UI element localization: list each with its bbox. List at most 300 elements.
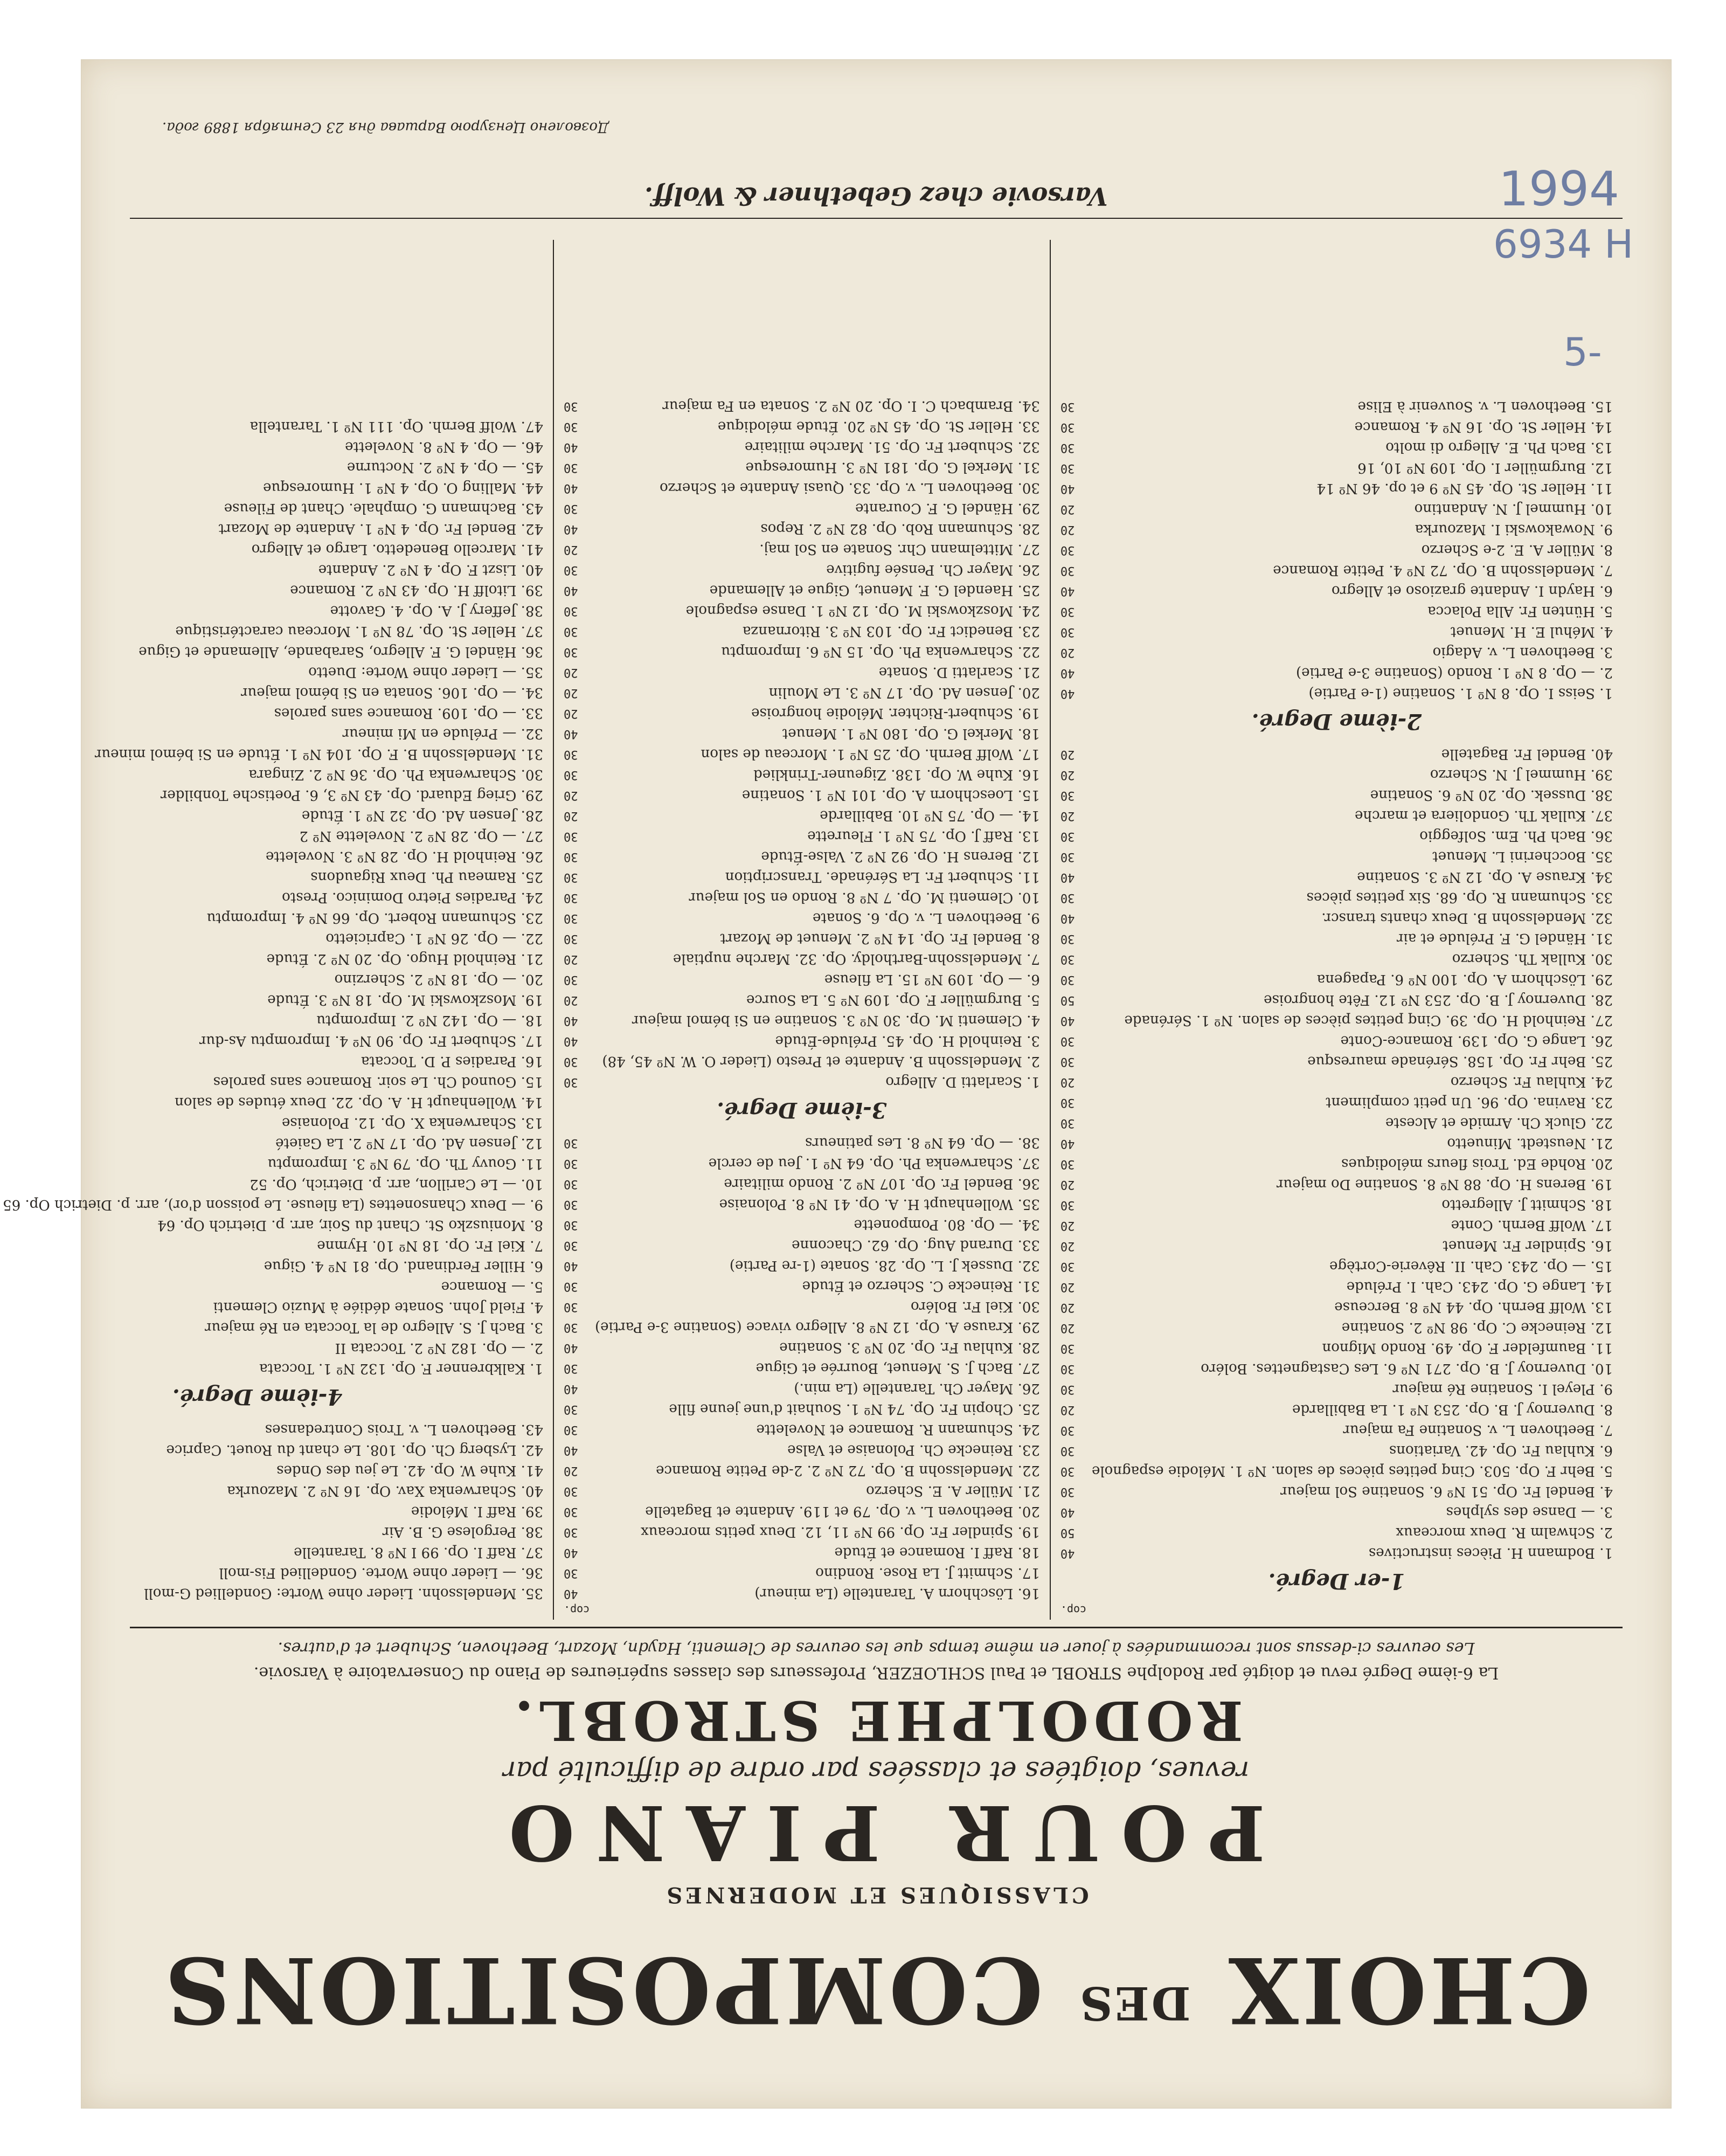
- entry-price: 20: [564, 1464, 578, 1477]
- catalogue-entry: [1060, 1522, 1613, 1543]
- catalogue-entry: [0, 908, 543, 928]
- catalogue-entry: [564, 1378, 1040, 1399]
- entry-title: 9. Pleyel I. Sonatine Ré majeur: [1392, 1381, 1613, 1397]
- entry-price: 30: [1060, 400, 1075, 413]
- catalogue-entry: [0, 1112, 543, 1133]
- entry-title: 43. Bachmann G. Omphale. Chant de Fileuse: [224, 500, 544, 516]
- entry-title: 16. Kuhe W. Op. 138. Zigeuner-Trinklied: [753, 766, 1040, 783]
- entry-title: 7. Mendelssohn B. Op. 72 Nº 4. Petite Romance: [1273, 562, 1613, 578]
- entry-price: 40: [564, 584, 578, 597]
- catalogue-entry: [564, 887, 1040, 908]
- catalogue-entry: [564, 1194, 1040, 1214]
- catalogue-entry: [0, 1297, 543, 1317]
- entry-price: 30: [1060, 1342, 1075, 1355]
- catalogue-entry: [0, 1317, 543, 1338]
- catalogue-entry: [1060, 867, 1613, 887]
- entry-title: 32. Schubert Fr. Op. 51. Marche militaire: [744, 439, 1040, 455]
- catalogue-entry: [564, 662, 1040, 682]
- entry-title: 31. Reinecke C. Scherzo et Étude: [802, 1278, 1040, 1294]
- catalogue-entry: [1060, 990, 1613, 1010]
- catalogue-entry: [1060, 1399, 1613, 1420]
- entry-title: 29. Löschhorn A. Op. 100 Nº 6. Papagena: [1316, 971, 1613, 987]
- catalogue-entry: [1060, 1420, 1613, 1440]
- catalogue-entry: [564, 826, 1040, 846]
- entry-title: 12. Reinecke C. Op. 98 Nº 2. Sonatine: [1341, 1319, 1613, 1336]
- catalogue-entry: [564, 1173, 1040, 1194]
- catalogue-entry: [564, 1051, 1040, 1072]
- revues-line: revues, doigtées et classées par ordre de difficulté par: [503, 1756, 1250, 1787]
- catalogue-entry: [564, 1358, 1040, 1378]
- catalogue-entry: [564, 1460, 1040, 1481]
- entry-title: 35. — Lieder ohne Worte: Duetto: [308, 664, 544, 680]
- catalogue-entry: [564, 1010, 1040, 1031]
- title: CHOIX $^{DES}$ COMPOSITIONS: [162, 1937, 1591, 2043]
- entry-title: 19. Berens H. Op. 88 Nº 8. Sonatine Do majeur: [1276, 1176, 1613, 1192]
- catalogue-entry: [0, 867, 543, 887]
- catalogue-entry: [1060, 581, 1613, 601]
- entry-title: 4. Field John. Sonate dédiée à Muzio Clementi: [213, 1299, 544, 1315]
- entry-title: 27. Reinhold H. Op. 39. Cinq petites pièces de salon. Nº 1. Sérénade: [1124, 1012, 1613, 1028]
- entry-title: 38. Pergolese G. B. Air: [382, 1524, 544, 1540]
- entry-price: 30: [564, 911, 578, 925]
- cop-label: [0, 1604, 543, 1616]
- catalogue-entry: [1060, 826, 1613, 846]
- entry-title: 22. Gluck Ch. Armide et Alceste: [1385, 1115, 1613, 1131]
- entry-title: 15. — Op. 243. Cah. II. Rêverie-Cortège: [1329, 1258, 1613, 1274]
- entry-title: 1. Bodmann H. Pièces instructives: [1368, 1545, 1613, 1561]
- entry-title: 22. Mendelssohn B. Op. 72 Nº 2. 2-de Petite Romance: [656, 1462, 1040, 1478]
- catalogue-entry: [564, 969, 1040, 990]
- entry-price: 40: [1060, 870, 1075, 884]
- entry-price: 20: [1060, 768, 1075, 782]
- entry-title: 28. Duvernoy J. B. Op. 253 Nº 12. Fête hongroise: [1264, 992, 1613, 1008]
- entry-price: 20: [1060, 1301, 1075, 1314]
- catalogue-entry: [1060, 949, 1613, 969]
- catalogue-entry: [564, 478, 1040, 498]
- entry-title: 30. Kullak Th. Scherzo: [1452, 951, 1613, 967]
- entry-title: 32. — Prélude en Mi mineur: [342, 725, 544, 742]
- catalogue-entry: [1060, 519, 1613, 540]
- catalogue-entry: [0, 1031, 543, 1051]
- section-degree-2: 2-ième Degré.: [1251, 709, 1422, 734]
- catalogue-entry: [0, 600, 543, 621]
- catalogue-entry: [0, 744, 543, 764]
- entry-price: 20: [564, 666, 578, 679]
- entry-title: 36. Bach Ph. Em. Solfeggio: [1419, 828, 1613, 844]
- entry-title: 39. Raff I. Mélodie: [411, 1503, 544, 1519]
- catalogue-entry: [564, 1132, 1040, 1153]
- footer-rule: [130, 218, 1623, 219]
- catalogue-entry: [0, 539, 543, 559]
- catalogue-entry: [0, 949, 543, 969]
- entry-price: 30: [564, 645, 578, 659]
- catalogue-entry: [1060, 1276, 1613, 1297]
- entry-title: 24. Kuhlau Fr. Scherzo: [1450, 1074, 1613, 1090]
- catalogue-entry: [1060, 1092, 1613, 1112]
- entry-title: 15. Gounod Ch. Le soir. Romance sans paroles: [213, 1074, 544, 1090]
- catalogue-entry: [0, 1010, 543, 1031]
- catalogue-entry: [1060, 1174, 1613, 1194]
- entry-price: 40: [564, 1259, 578, 1273]
- entry-title: 2. — Op. 182 Nº 2. Toccata II: [335, 1340, 544, 1356]
- catalogue-entry: [564, 1153, 1040, 1173]
- entry-title: 9. Nowakowski I. Mazourka: [1415, 521, 1613, 537]
- catalogue-entry: [1060, 683, 1613, 703]
- catalogue-entry: [0, 1256, 543, 1276]
- catalogue-entry: [564, 867, 1040, 887]
- catalogue-entry: [0, 478, 543, 498]
- entry-price: 30: [564, 1321, 578, 1334]
- catalogue-entry: [0, 457, 543, 478]
- entry-price: 40: [564, 1034, 578, 1048]
- entry-price: 40: [1060, 687, 1075, 700]
- entry-price: 30: [564, 1136, 578, 1150]
- entry-price: 30: [1060, 625, 1075, 639]
- entry-price: 30: [564, 563, 578, 577]
- entry-price: 30: [564, 1402, 578, 1416]
- entry-title: 32. Mendelssohn B. Deux chants transcr.: [1321, 910, 1613, 926]
- entry-title: 33. Durand Aug. Op. 62. Chaconne: [792, 1237, 1040, 1253]
- entry-price: 30: [1060, 543, 1075, 557]
- catalogue-entry: [564, 1542, 1040, 1563]
- entry-title: 33. Schumann R. Op. 68. Six petites pièces: [1306, 889, 1613, 906]
- entry-title: 36. Händel G. F. Allegro, Sarabande, Allemande et Gigue: [138, 644, 544, 660]
- catalogue-entry: [1060, 1072, 1613, 1092]
- entry-title: 47. Wolff Bernh. Op. 111 Nº 1. Tarantella: [249, 418, 544, 434]
- entry-price: 20: [1060, 1219, 1075, 1232]
- catalogue-entry: [1060, 1317, 1613, 1338]
- entry-title: 21. Scarlatti D. Sonate: [878, 664, 1040, 680]
- catalogue-entry: [1060, 396, 1613, 417]
- catalogue-entry: [0, 1419, 543, 1440]
- catalogue-entry: [0, 437, 543, 457]
- catalogue-entry: [0, 826, 543, 846]
- catalogue-entry: [1060, 969, 1613, 990]
- entry-price: 20: [564, 543, 578, 556]
- entry-price: 30: [1060, 564, 1075, 577]
- entry-price: 30: [564, 850, 578, 863]
- section-degree-4: 4-ième Degré.: [172, 1384, 343, 1409]
- catalogue-entry: [1060, 1194, 1613, 1215]
- catalogue-entry: [0, 1440, 543, 1460]
- upside-down-page: [3, 60, 1671, 2108]
- catalogue-entry: [564, 1419, 1040, 1440]
- entry-title: 7. Beethoven L. v. Sonatine Fa majeur: [1343, 1422, 1613, 1438]
- entry-title: 27. Bach J. S. Menuet, Bourrée et Gigue: [755, 1360, 1040, 1376]
- entry-title: 37. Kullak Th. Gondoliera et marche: [1354, 807, 1613, 824]
- entry-price: 30: [1060, 441, 1075, 454]
- entry-title: 5. Behr F. Op. 503. Cinq petites pièces de salon. Nº 1. Mélodie espagnole: [1091, 1463, 1613, 1479]
- entry-title: 22. Scharwenka Ph. Op. 15 Nº 6. Impromptu: [721, 644, 1040, 660]
- catalogue-entry: [0, 1563, 543, 1583]
- entry-title: 1. Kalkbrenner F. Op. 132 Nº 1. Toccata: [259, 1360, 544, 1377]
- catalogue-entry: [564, 1276, 1040, 1296]
- column-2: [554, 240, 1051, 1620]
- catalogue-entry: [1060, 887, 1613, 908]
- entry-title: 20. Jensen Ad. Op. 17 Nº 3. Le Moulin: [768, 685, 1040, 701]
- entry-title: 30. Beethoven L. v. Op. 33. Quasi Andante et Scherzo: [660, 480, 1040, 496]
- list-degree-3-b: [0, 1419, 543, 1604]
- entry-price: 30: [564, 625, 578, 638]
- entry-price: 30: [1060, 1260, 1075, 1273]
- catalogue-entry: [1060, 1440, 1613, 1461]
- entry-price: 30: [564, 420, 578, 433]
- catalogue-entry: [564, 764, 1040, 785]
- catalogue-entry: [0, 1522, 543, 1542]
- catalogue-entry: [0, 519, 543, 539]
- entry-price: 30: [1060, 1464, 1075, 1478]
- entry-title: 23. Benedict Fr. Op. 103 Nº 3. Ritornanza: [743, 623, 1040, 639]
- entry-title: 38. Jeffery J. A. Op. 4. Gavotte: [330, 603, 544, 619]
- entry-price: 30: [564, 1075, 578, 1089]
- entry-title: 11. Schubert Fr. La Sérénade. Transcription: [725, 869, 1040, 885]
- entry-price: 40: [1060, 911, 1075, 925]
- censor-stamp-text: Дозволено Цензурою Варшава дня 23 Сентября 1889 года.: [162, 119, 609, 135]
- catalogue-entry: [0, 682, 543, 703]
- entry-price: 30: [1060, 1198, 1075, 1212]
- entry-title: 8. Bendel Fr. Op. 14 Nº 2. Menuet de Mozart: [720, 930, 1040, 946]
- catalogue-entry: [0, 416, 543, 437]
- entry-title: 36. — Lieder ohne Worte. Gondellied Fis-moll: [219, 1565, 544, 1581]
- catalogue-entry: [1060, 805, 1613, 826]
- entry-title: 32. Dussek J. L. Op. 28. Sonate (1-re Partie): [729, 1257, 1040, 1274]
- catalogue-entry: [1060, 1379, 1613, 1399]
- catalogue-entry: [1060, 744, 1613, 764]
- entry-title: 28. Kuhlau Fr. Op. 20 Nº 3. Sonatine: [779, 1339, 1040, 1356]
- catalogue-entry: [0, 1174, 543, 1194]
- catalogue-entry: [564, 1235, 1040, 1255]
- entry-price: 30: [564, 891, 578, 904]
- entry-price: 30: [564, 1177, 578, 1191]
- entry-price: 20: [1060, 1178, 1075, 1191]
- entry-title: 11. Heller St. Op. 45 Nº 9 et op. 46 Nº 14: [1316, 480, 1613, 496]
- entry-price: 40: [564, 1014, 578, 1027]
- entry-title: 21. Reinhold Hugo. Op. 20 Nº 2. Étude: [266, 951, 544, 967]
- archive-pencil-mark: 6934 Н: [1493, 222, 1634, 267]
- header-rule: [130, 1627, 1623, 1628]
- entry-price: 20: [1060, 1075, 1075, 1089]
- entry-title: 13. Raff J. Op. 75 Nº 1. Fleurette: [807, 828, 1040, 844]
- catalogue-entry: [1060, 540, 1613, 560]
- entry-price: 30: [1060, 1444, 1075, 1457]
- catalogue-entry: [564, 1399, 1040, 1419]
- entry-title: 40. Liszt F. Op. 4 Nº 2. Andante: [318, 562, 544, 578]
- entry-title: 26. Reinhold H. Op. 28 Nº 3. Novelette: [265, 848, 544, 865]
- entry-title: 16. Löschhorn A. Tarantelle (La mineur): [754, 1585, 1040, 1601]
- entry-title: 38. Dussek. Op. 20 Nº 6. Sonatine: [1370, 787, 1613, 803]
- entry-title: 14. — Op. 75 Nº 10. Babillarde: [820, 807, 1040, 824]
- catalogue-entry: [0, 559, 543, 580]
- entry-price: 30: [1060, 952, 1075, 966]
- catalogue-entry: [1060, 1051, 1613, 1072]
- catalogue-entry: [564, 949, 1040, 969]
- entry-price: 30: [1060, 461, 1075, 475]
- catalogue-entry: [0, 580, 543, 600]
- cop-label: cop.: [1060, 1604, 1087, 1616]
- entry-title: 17. Wolff Bernh. Conte: [1451, 1217, 1613, 1233]
- entry-title: 37. Raff I. Op. 99 I Nº 8. Tarantelle: [294, 1544, 544, 1560]
- entry-price: 20: [1060, 1239, 1075, 1253]
- catalogue-entry: [1060, 601, 1613, 621]
- catalogue-entry: [0, 1276, 543, 1297]
- entry-title: 10. Duvernoy J. B. Op. 271 Nº 6. Les Castagnettes. Boléro: [1201, 1360, 1613, 1377]
- entry-title: 7. Kiel Fr. Op. 18 Nº 10. Hymne: [317, 1238, 544, 1254]
- entry-price: 30: [564, 502, 578, 515]
- entry-title: 34. Krause A. Op. 12 Nº 3. Sonatine: [1357, 869, 1613, 885]
- entry-title: 9. Beethoven L. v. Op. 6. Sonate: [813, 910, 1040, 926]
- entry-price: 30: [564, 870, 578, 884]
- catalogue-entry: [0, 846, 543, 867]
- entry-price: 20: [564, 809, 578, 823]
- cop-label: cop.: [564, 1604, 590, 1616]
- catalogue-entry: [564, 846, 1040, 867]
- catalogue-entry: [564, 703, 1040, 723]
- catalogue-entry: [1060, 1010, 1613, 1031]
- list-degree-4-a: [0, 416, 543, 1379]
- entry-title: 6. — Op. 109 Nº 15. La fileuse: [824, 971, 1040, 987]
- archive-pencil-mark: 5-: [1563, 329, 1602, 375]
- catalogue-entry: [1060, 846, 1613, 867]
- entry-title: 23. Schumann Robert. Op. 66 Nº 4. Impromptu: [206, 910, 544, 926]
- entry-title: 25. Rameau Ph. Deux Rigaudons: [310, 869, 544, 885]
- catalogue-entry: [1060, 458, 1613, 478]
- entry-price: 20: [1060, 1403, 1075, 1416]
- catalogue-entry: [0, 1072, 543, 1092]
- entry-title: 44. Malling O. Op. 4 Nº 1. Humoresque: [263, 480, 544, 496]
- entry-title: 23. Ravina. Op. 96. Un petit compliment: [1326, 1094, 1613, 1110]
- list-degree-1: [1060, 744, 1613, 1563]
- entry-title: 30. Scharwenka Ph. Op. 36 Nº 2. Zingara: [248, 766, 544, 783]
- catalogue-entry: [564, 621, 1040, 641]
- catalogue-entry: [1060, 662, 1613, 683]
- entry-price: 30: [1060, 1383, 1075, 1396]
- entry-title: 14. Wollenhaupt H. A. Op. 22. Deux études de salon: [175, 1094, 544, 1110]
- entry-price: 50: [1060, 993, 1075, 1007]
- catalogue-entry: [0, 1460, 543, 1481]
- catalogue-entry: [564, 928, 1040, 949]
- entry-price: 30: [1060, 1362, 1075, 1376]
- catalogue-entry: [0, 785, 543, 805]
- catalogue-entry: [564, 744, 1040, 764]
- catalogue-entry: [1060, 1256, 1613, 1276]
- entry-price: 40: [564, 1443, 578, 1457]
- entry-price: 30: [564, 973, 578, 986]
- entry-price: 20: [564, 686, 578, 700]
- column-1: [1051, 240, 1623, 1620]
- catalogue-entry: [0, 1153, 543, 1174]
- catalogue-entry: [564, 1296, 1040, 1317]
- catalogue-entry: [564, 457, 1040, 478]
- entry-price: 40: [1060, 482, 1075, 495]
- entry-title: 43. Beethoven L. v. Trois Contredanses: [265, 1421, 544, 1438]
- catalogue-entry: [564, 805, 1040, 826]
- catalogue-entry: [0, 969, 543, 990]
- entry-price: 30: [564, 461, 578, 474]
- entry-title: 34. — Op. 106. Sonata en Si bémol majeur: [241, 685, 544, 701]
- entry-price: 20: [1060, 748, 1075, 761]
- catalogue-entry: [564, 723, 1040, 744]
- entry-price: 30: [564, 1157, 578, 1170]
- list-degree-3-a: [564, 396, 1040, 1092]
- column-3: [0, 240, 554, 1620]
- catalogue-entry: [1060, 785, 1613, 805]
- entry-title: 37. Heller St. Op. 78 Nº 1. Morceau caractéristique: [175, 623, 544, 639]
- entry-price: 20: [564, 789, 578, 802]
- entry-title: 25. Chopin Fr. Op. 74 Nº 1. Souhait d'une jeune fille: [669, 1401, 1040, 1417]
- catalogue-entry: [0, 621, 543, 641]
- catalogue-entry: [0, 1358, 543, 1379]
- catalogue-entry: [1060, 499, 1613, 519]
- catalogue-entry: [1060, 417, 1613, 437]
- entry-title: 19. Moszkowski M. Op. 18 Nº 3. Étude: [267, 992, 544, 1008]
- entry-title: 33. Heller St. Op. 45 Nº 20. Étude mélodique: [717, 418, 1040, 434]
- entry-title: 3. Bach J. S. Allegro de la Toccata en Ré majeur: [205, 1319, 544, 1336]
- entry-title: 31. Händel G. F. Prélude et air: [1396, 930, 1613, 946]
- catalogue-entry: [1060, 1112, 1613, 1133]
- entry-title: 40. Scharwenka Xav. Op. 16 Nº 2. Mazourka: [227, 1483, 544, 1499]
- pour-piano: POUR PIANO: [487, 1788, 1265, 1876]
- entry-title: 21. Müller A. E. Scherzo: [866, 1483, 1040, 1499]
- entry-title: 30. Kiel Fr. Boléro: [910, 1298, 1040, 1315]
- entry-title: 2. Schwalm R. Deux morceaux: [1396, 1524, 1613, 1540]
- catalogue-entry: [1060, 478, 1613, 499]
- catalogue-entry: [564, 1583, 1040, 1604]
- catalogue-entry: [564, 437, 1040, 457]
- entry-title: 42. Lysberg Ch. Op. 108. Le chant du Rouet. Caprice: [166, 1442, 544, 1458]
- entry-title: 4. Bendel Fr. Op. 51 Nº 6. Sonatine Sol majeur: [1280, 1483, 1613, 1499]
- entry-title: 20. — Op. 18 Nº 2. Scherzino: [334, 971, 544, 987]
- catalogue-entry: [0, 1092, 543, 1112]
- entry-price: 30: [564, 932, 578, 945]
- catalogue-entry: [564, 1563, 1040, 1583]
- entry-title: 39. Hummel J. N. Scherzo: [1430, 766, 1613, 783]
- entry-title: 2. Mendelssohn B. Andante et Presto (Lieder O. W. Nº 45, 48): [602, 1053, 1040, 1069]
- entry-title: 11. Gouvy Th. Op. 79 Nº 3. Impromptu: [267, 1156, 544, 1172]
- catalogue-entry: [1060, 1215, 1613, 1235]
- catalogue-entry: [564, 1214, 1040, 1235]
- entry-title: 27. Mittelmann Chr. Sonate en Sol maj.: [759, 541, 1040, 557]
- entry-price: 30: [1060, 932, 1075, 945]
- entry-price: 40: [564, 727, 578, 741]
- entry-title: 26. Lange G. Op. 139. Romance-Conte: [1340, 1033, 1613, 1049]
- entry-price: 30: [1060, 1485, 1075, 1498]
- entry-title: 34. — Op. 80. Pomponette: [854, 1217, 1040, 1233]
- entry-title: 26. Mayer Ch. Pensée fugitive: [826, 562, 1040, 578]
- entry-title: 45. — Op. 4 Nº 2. Nocturne: [346, 459, 544, 475]
- catalogue-entry: [1060, 908, 1613, 928]
- entry-price: 30: [564, 768, 578, 782]
- entry-price: 40: [1060, 1546, 1075, 1560]
- entry-title: 20. Rohde Ed. Trois fleurs mélodiques: [1341, 1156, 1613, 1172]
- catalogue-entry: [1060, 764, 1613, 785]
- entry-price: 40: [1060, 1137, 1075, 1150]
- entry-price: 20: [564, 707, 578, 720]
- entry-price: 40: [564, 522, 578, 536]
- entry-title: 28. Jensen Ad. Op. 32 Nº 1. Étude: [301, 807, 544, 824]
- catalogue-entry: [564, 416, 1040, 437]
- entry-price: 20: [1060, 523, 1075, 536]
- list-degree-2-b: [564, 1132, 1040, 1604]
- entry-price: 30: [564, 1525, 578, 1539]
- entry-title: 14. Heller St. Op. 16 Nº 4. Romance: [1354, 419, 1613, 435]
- entry-title: 19. Schubert-Richter. Mélodie hongroise: [751, 705, 1040, 721]
- catalogue-entry: [0, 1215, 543, 1235]
- entry-title: 28. Schumann Rob. Op. 82 Nº 2. Repos: [760, 521, 1040, 537]
- entry-title: 41. Marcello Benedetto. Largo et Allegro: [251, 541, 544, 557]
- entry-title: 3. — Danse des sylphes: [1446, 1504, 1613, 1520]
- entry-price: 30: [564, 1362, 578, 1375]
- entry-title: 18. Raff I. Romance et Étude: [834, 1544, 1040, 1560]
